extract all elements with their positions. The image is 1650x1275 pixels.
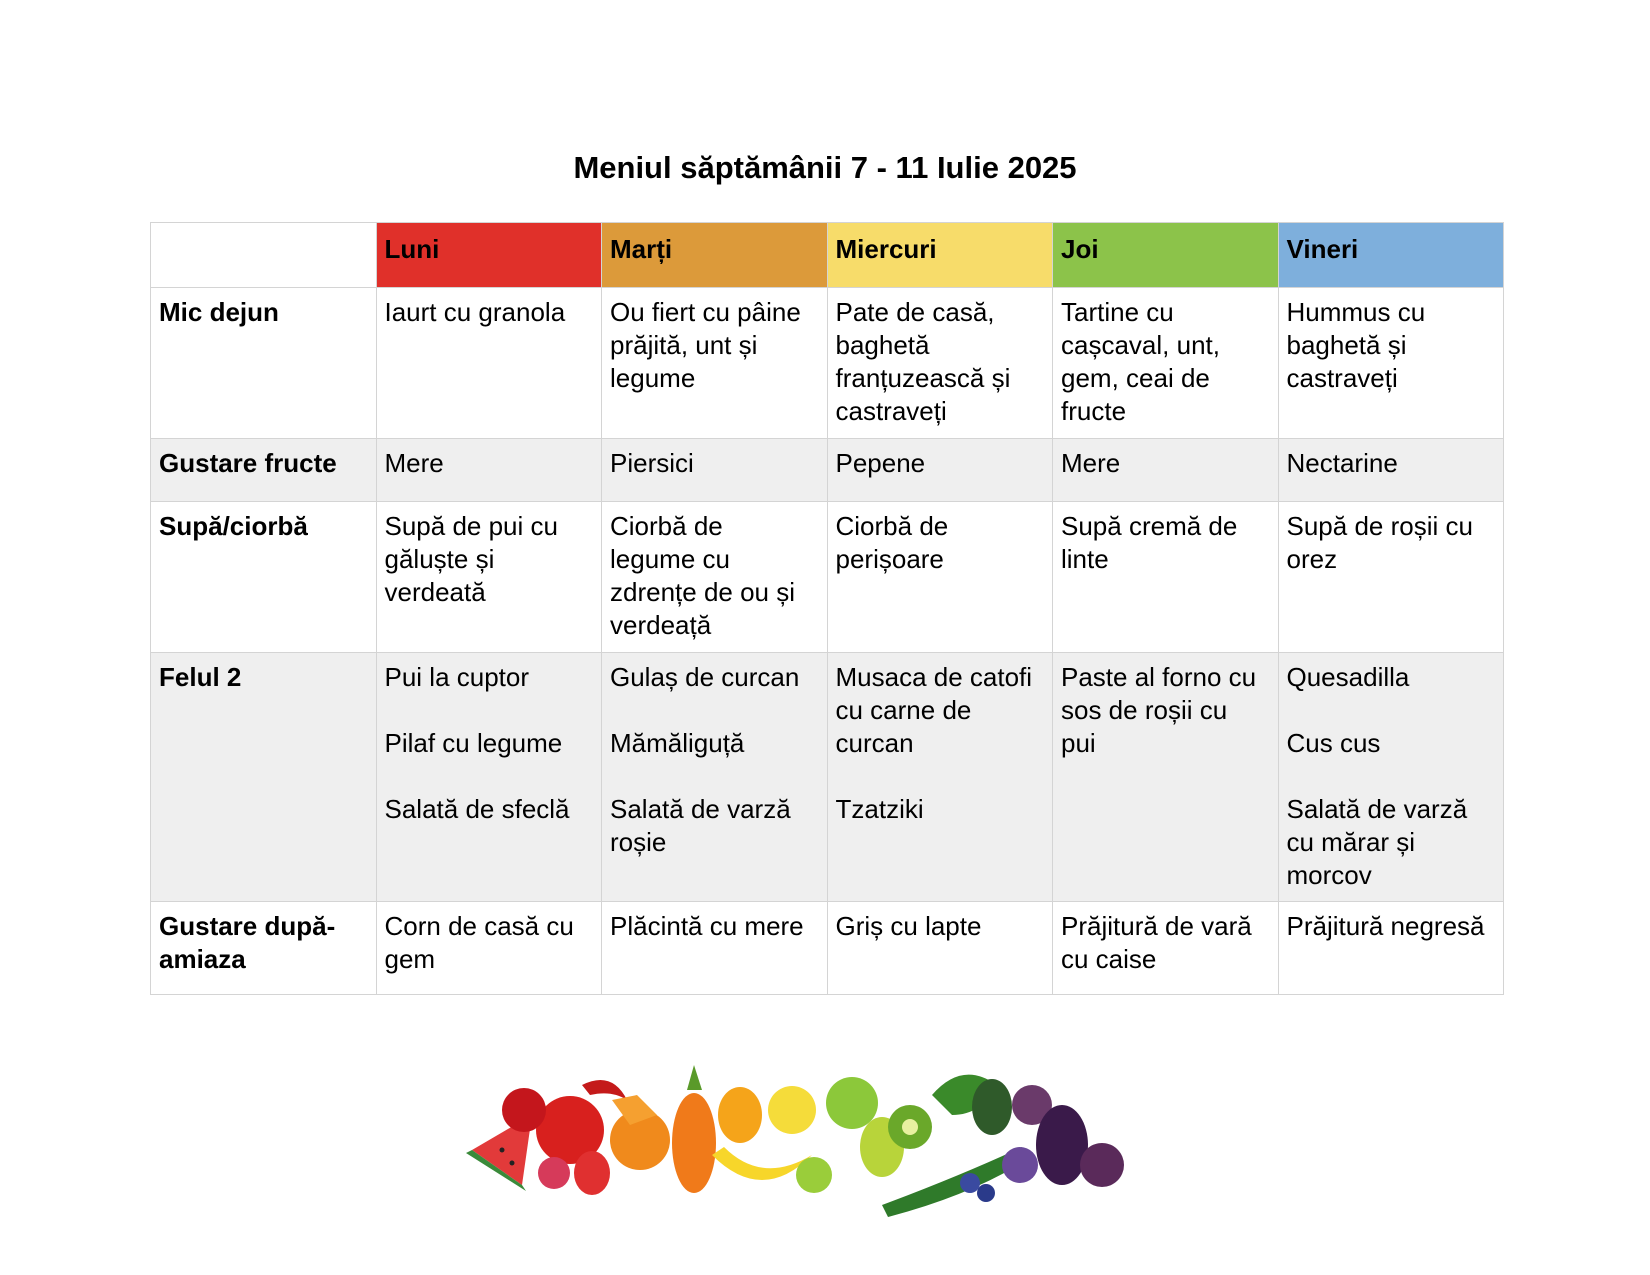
menu-item-line: Prăjitură de vară: [1061, 911, 1252, 941]
menu-item-line: Cus cus: [1286, 728, 1381, 758]
menu-cell-gustare-dupa-amiaza-marti: [602, 902, 828, 995]
menu-item-line: Mere: [384, 448, 444, 478]
row-label-gustare-fructe: Gustare fructe: [151, 439, 377, 502]
menu-item-line: Supă cremă de: [1061, 511, 1238, 541]
menu-item-line: Nectarine: [1286, 448, 1398, 478]
menu-item-line: gem, ceai de: [1061, 363, 1210, 393]
menu-item-line: perișoare: [835, 544, 944, 574]
menu-item-line: sos de roșii cu: [1061, 695, 1228, 725]
menu-item-line: franțuzească și: [835, 363, 1011, 393]
menu-cell-gustare-fructe-vineri: [1278, 439, 1504, 502]
menu-item-line: Prăjitură negresă: [1286, 911, 1485, 941]
plum-icon: [1002, 1147, 1038, 1183]
menu-cell-gustare-fructe-marti: [602, 439, 828, 502]
menu-cell-gustare-dupa-amiaza-joi: [1053, 902, 1279, 995]
menu-cell-mic-dejun-miercuri: [827, 288, 1053, 439]
day-header-vineri: Vineri: [1278, 223, 1504, 288]
menu-cell-gustare-fructe-miercuri: [827, 439, 1053, 502]
menu-cell-mic-dejun-joi: [1053, 288, 1279, 439]
menu-row-gustare-fructe: [151, 439, 1504, 502]
menu-item-line: Salată de varză: [610, 794, 791, 824]
day-header-luni: Luni: [376, 223, 602, 288]
line-gap: [610, 694, 819, 727]
menu-item-line: linte: [1061, 544, 1109, 574]
menu-cell-supa-ciorba-marti: [602, 502, 828, 653]
menu-item-line: Paste al forno cu: [1061, 662, 1257, 692]
line-gap: [610, 760, 819, 793]
weekly-menu-table: [150, 222, 1504, 995]
pepper-yellow-icon: [718, 1087, 762, 1143]
menu-item-line: castraveți: [835, 396, 947, 426]
line-gap: [1287, 694, 1496, 727]
menu-item-line: prăjită, unt și: [610, 330, 758, 360]
menu-item-line: Supă de roșii cu: [1286, 511, 1473, 541]
line-gap: [385, 694, 594, 727]
row-label-line: Gustare după-: [159, 911, 336, 941]
menu-item-line: pui: [1061, 728, 1096, 758]
corner-cell: [151, 223, 377, 288]
menu-cell-supa-ciorba-luni: [376, 502, 602, 653]
menu-item-line: orez: [1286, 544, 1338, 574]
raspberry-icon: [538, 1157, 570, 1189]
menu-cell-gustare-dupa-amiaza-luni: [376, 902, 602, 995]
menu-item-line: Piersici: [610, 448, 694, 478]
menu-item-line: cu caise: [1061, 944, 1157, 974]
menu-item-line: Quesadilla: [1286, 662, 1410, 692]
menu-item-line: Salată de sfeclă: [384, 794, 570, 824]
menu-item-line: Griș cu lapte: [835, 911, 982, 941]
row-label-supa-ciorba: Supă/ciorbă: [151, 502, 377, 653]
menu-item-line: Pate de casă,: [835, 297, 995, 327]
menu-item-line: Plăcintă cu mere: [610, 911, 804, 941]
menu-item-line: legume cu: [610, 544, 730, 574]
menu-row-gustare-dupa-amiaza: [151, 902, 1504, 995]
day-header-miercuri: Miercuri: [827, 223, 1053, 288]
row-label-line: amiaza: [159, 944, 246, 974]
menu-row-supa-ciorba: [151, 502, 1504, 653]
row-label-mic-dejun: Mic dejun: [151, 288, 377, 439]
line-gap: [385, 760, 594, 793]
line-gap: [836, 760, 1045, 793]
menu-cell-gustare-fructe-joi: [1053, 439, 1279, 502]
menu-item-line: Iaurt cu granola: [384, 297, 566, 327]
menu-item-line: Ciorbă de: [610, 511, 723, 541]
menu-cell-felul-2-luni: [376, 653, 602, 902]
line-gap: [1287, 760, 1496, 793]
menu-item-line: Tzatziki: [835, 794, 924, 824]
menu-row-mic-dejun: [151, 288, 1504, 439]
menu-item-line: Tartine cu: [1061, 297, 1174, 327]
menu-item-line: verdeață: [610, 610, 712, 640]
mangosteen-icon: [1080, 1143, 1124, 1187]
avocado-icon: [972, 1079, 1012, 1135]
header-row: [151, 223, 1504, 288]
menu-item-line: morcov: [1286, 860, 1372, 890]
menu-item-line: cu mărar și: [1286, 827, 1416, 857]
fruit-vegetable-banner: [462, 1055, 1132, 1225]
menu-item-line: Pilaf cu legume: [384, 728, 563, 758]
menu-cell-supa-ciorba-joi: [1053, 502, 1279, 653]
day-header-marti: Marți: [602, 223, 828, 288]
menu-item-line: castraveți: [1286, 363, 1398, 393]
page-title: Meniul săptămânii 7 - 11 Iulie 2025: [573, 150, 1077, 185]
menu-cell-felul-2-miercuri: [827, 653, 1053, 902]
menu-item-line: Salată de varză: [1286, 794, 1468, 824]
menu-item-line: Pui la cuptor: [384, 662, 530, 692]
menu-cell-mic-dejun-marti: [602, 288, 828, 439]
menu-cell-mic-dejun-luni: [376, 288, 602, 439]
menu-item-line: curcan: [835, 728, 914, 758]
menu-item-line: verdeată: [384, 577, 486, 607]
menu-cell-gustare-dupa-amiaza-vineri: [1278, 902, 1504, 995]
menu-cell-mic-dejun-vineri: [1278, 288, 1504, 439]
menu-item-line: Ou fiert cu pâine: [610, 297, 801, 327]
blueberry-icon: [960, 1173, 980, 1193]
menu-item-line: Musaca de catofi: [835, 662, 1033, 692]
menu-item-line: baghetă: [835, 330, 930, 360]
strawberry-icon: [574, 1151, 610, 1195]
menu-item-line: legume: [610, 363, 696, 393]
menu-item-line: cu carne de: [835, 695, 972, 725]
menu-item-line: zdrențe de ou și: [610, 577, 796, 607]
menu-item-line: Supă de pui cu: [384, 511, 558, 541]
menu-item-line: fructe: [1061, 396, 1127, 426]
menu-cell-felul-2-marti: [602, 653, 828, 902]
menu-row-felul-2: [151, 653, 1504, 902]
menu-item-line: Corn de casă cu: [384, 911, 574, 941]
lemon-icon: [768, 1086, 816, 1134]
menu-cell-gustare-dupa-amiaza-miercuri: [827, 902, 1053, 995]
row-label-gustare-dupa-amiaza: [151, 902, 377, 995]
day-header-joi: Joi: [1053, 223, 1279, 288]
chili-icon: [582, 1080, 627, 1100]
carrot-icon: [672, 1093, 716, 1193]
menu-cell-gustare-fructe-luni: [376, 439, 602, 502]
menu-item-line: Hummus cu: [1286, 297, 1426, 327]
menu-item-line: cașcaval, unt,: [1061, 330, 1220, 360]
menu-item-line: Pepene: [835, 448, 926, 478]
menu-item-line: roșie: [610, 827, 667, 857]
menu-item-line: Gulaș de curcan: [610, 662, 800, 692]
menu-item-line: Mămăliguță: [610, 728, 745, 758]
apple-green-icon: [826, 1077, 878, 1129]
menu-item-line: baghetă și: [1286, 330, 1407, 360]
row-label-felul-2: Felul 2: [151, 653, 377, 902]
menu-cell-felul-2-joi: [1053, 653, 1279, 902]
eggplant-icon: [1036, 1105, 1088, 1185]
menu-item-line: gem: [384, 944, 436, 974]
menu-item-line: Ciorbă de: [835, 511, 949, 541]
menu-item-line: Mere: [1061, 448, 1121, 478]
menu-cell-supa-ciorba-miercuri: [827, 502, 1053, 653]
menu-cell-felul-2-vineri: [1278, 653, 1504, 902]
menu-item-line: găluște și: [384, 544, 495, 574]
lime-icon: [796, 1157, 832, 1193]
menu-cell-supa-ciorba-vineri: [1278, 502, 1504, 653]
